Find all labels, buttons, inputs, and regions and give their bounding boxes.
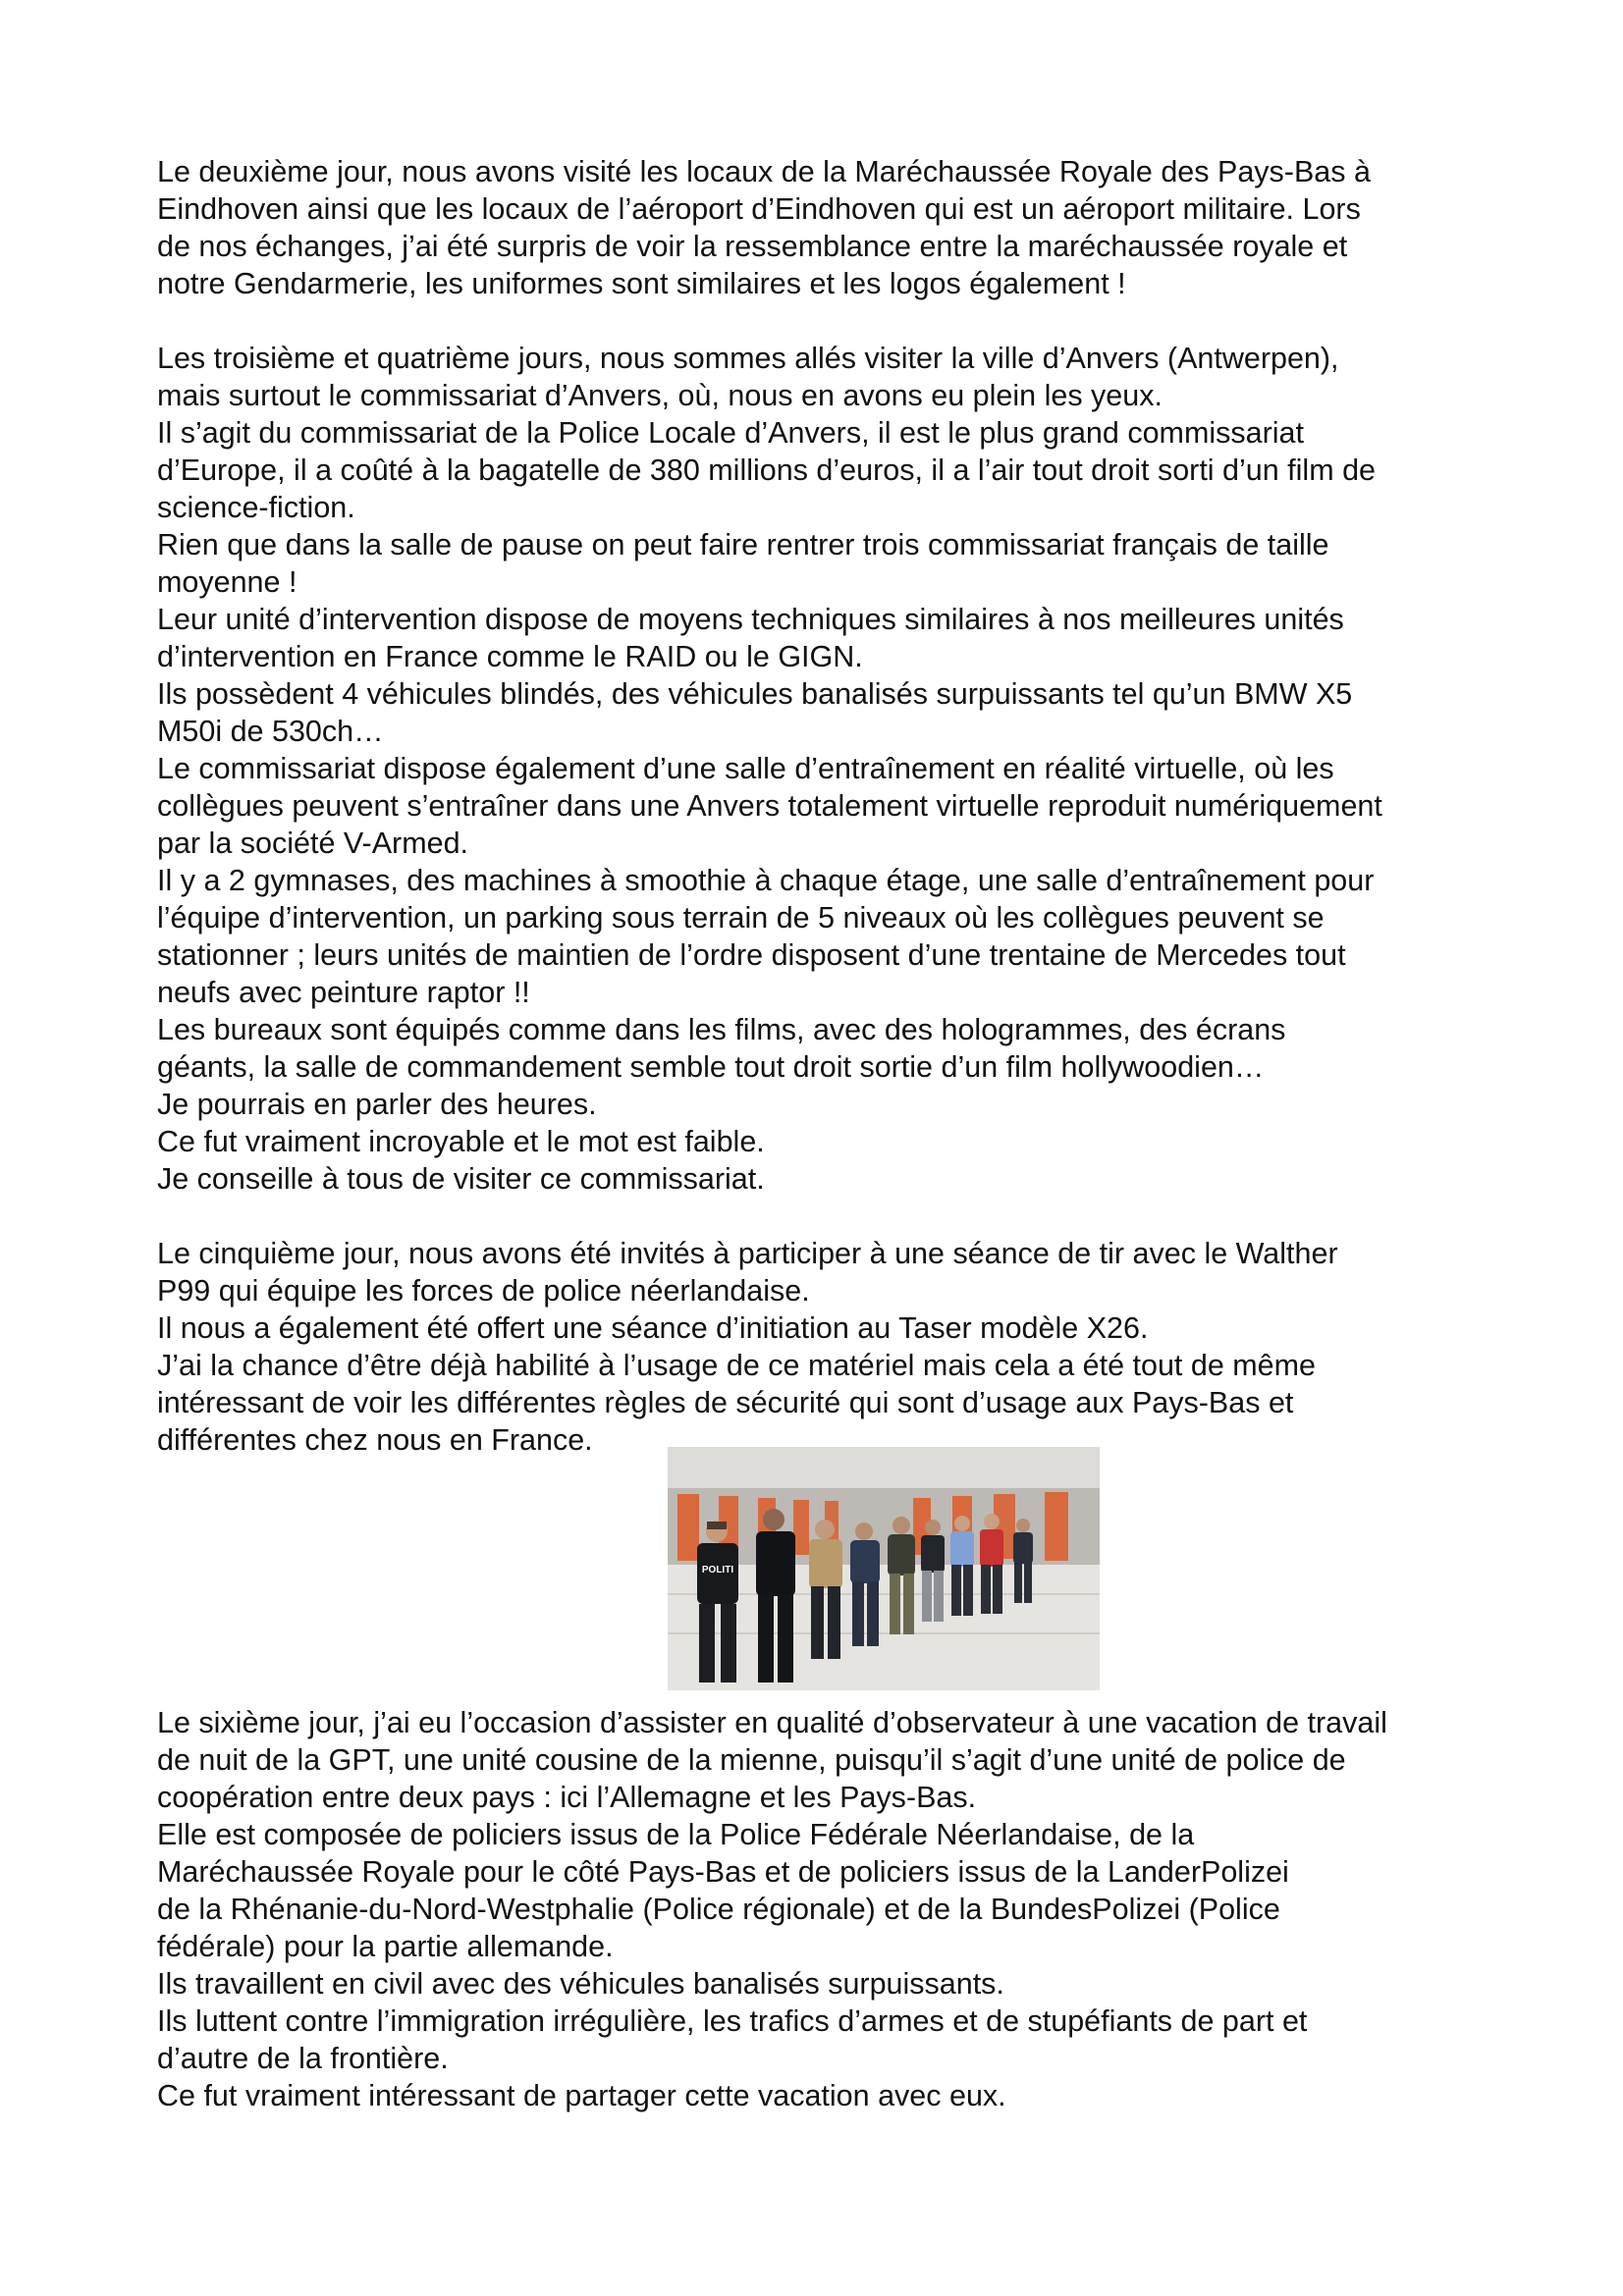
text-line: Je conseille à tous de visiter ce commissariat.: [157, 1162, 765, 1196]
text-line: Il s’agit du commissariat de la Police Locale d’Anvers, il est le plus grand commissariat: [157, 416, 1304, 450]
text-line: différentes chez nous en France.: [157, 1423, 593, 1457]
shooting-range-illustration: [668, 1447, 1100, 1690]
text-line: Le sixième jour, j’ai eu l’occasion d’assister en qualité d’observateur à une vacation de travail: [157, 1706, 1387, 1739]
text-line: Ils travaillent en civil avec des véhicules banalisés surpuissants.: [157, 1967, 1004, 2001]
text-line: collègues peuvent s’entraîner dans une Anvers totalement virtuelle reproduit numériquement: [157, 789, 1382, 823]
text-line: Il y a 2 gymnases, des machines à smoothie à chaque étage, une salle d’entraînement pour: [157, 864, 1375, 897]
text-line: neufs avec peinture raptor !!: [157, 976, 530, 1009]
text-line: de la Rhénanie-du-Nord-Westphalie (Police régionale) et de la BundesPolizei (Police: [157, 1893, 1280, 1926]
text-line: Ce fut vraiment incroyable et le mot est faible.: [157, 1125, 765, 1158]
text-line: Maréchaussée Royale pour le côté Pays-Bas et de policiers issus de la LanderPolizei: [157, 1855, 1289, 1889]
text-line: Le commissariat dispose également d’une salle d’entraînement en réalité virtuelle, où les: [157, 752, 1334, 785]
text-line: stationner ; leurs unités de maintien de l’ordre disposent d’une trentaine de Mercedes tout: [157, 938, 1346, 972]
text-line: d’autre de la frontière.: [157, 2042, 449, 2075]
text-line: Ils possèdent 4 véhicules blindés, des véhicules banalisés surpuissants tel qu’un BMW X5: [157, 677, 1353, 711]
text-line: d’intervention en France comme le RAID ou le GIGN.: [157, 640, 863, 673]
shooting-range-photo: [668, 1447, 1100, 1690]
text-line: moyenne !: [157, 565, 298, 599]
text-line: M50i de 530ch…: [157, 715, 384, 748]
ceiling: [668, 1447, 1100, 1488]
text-line: science-fiction.: [157, 491, 355, 524]
vest-text: POLITI: [701, 1565, 734, 1575]
text-line: Ils luttent contre l’immigration irrégulière, les trafics d’armes et de stupéfiants de part et: [157, 2004, 1308, 2038]
text-line: Ce fut vraiment intéressant de partager cette vacation avec eux.: [157, 2079, 1006, 2112]
text-line: Les troisième et quatrième jours, nous sommes allés visiter la ville d’Anvers (Antwerpen),: [157, 342, 1339, 375]
text-line: Le cinquième jour, nous avons été invités à participer à une séance de tir avec le Walther: [157, 1237, 1338, 1270]
text-line: d’Europe, il a coûté à la bagatelle de 380 millions d’euros, il a l’air tout droit sorti d’un film de: [157, 454, 1377, 487]
text-line: par la société V-Armed.: [157, 827, 469, 860]
text-line: Eindhoven ainsi que les locaux de l’aéroport d’Eindhoven qui est un aéroport militaire. Lors: [157, 192, 1361, 226]
text-line: Elle est composée de policiers issus de la Police Fédérale Néerlandaise, de la: [157, 1818, 1195, 1851]
text-line: géants, la salle de commandement semble tout droit sortie d’un film hollywoodien…: [157, 1050, 1265, 1084]
text-line: Leur unité d’intervention dispose de moyens techniques similaires à nos meilleures unités: [157, 603, 1344, 636]
text-line: Les bureaux sont équipés comme dans les films, avec des hologrammes, des écrans: [157, 1013, 1286, 1046]
text-line: fédérale) pour la partie allemande.: [157, 1930, 614, 1963]
text-line: Il nous a également été offert une séance d’initiation au Taser modèle X26.: [157, 1311, 1149, 1345]
text-line: Rien que dans la salle de pause on peut faire rentrer trois commissariat français de taille: [157, 528, 1329, 561]
text-line: de nos échanges, j’ai été surpris de voir la ressemblance entre la maréchaussée royale et: [157, 230, 1348, 263]
text-line: coopération entre deux pays : ici l’Allemagne et les Pays-Bas.: [157, 1781, 977, 1814]
text-line: Je pourrais en parler des heures.: [157, 1088, 597, 1121]
text-line: J’ai la chance d’être déjà habilité à l’usage de ce matériel mais cela a été tout de même: [157, 1349, 1316, 1382]
text-line: notre Gendarmerie, les uniformes sont similaires et les logos également !: [157, 267, 1126, 300]
text-line: mais surtout le commissariat d’Anvers, où, nous en avons eu plein les yeux.: [157, 379, 1163, 412]
text-line: Le deuxième jour, nous avons visité les locaux de la Maréchaussée Royale des Pays-Bas à: [157, 155, 1371, 188]
text-line: intéressant de voir les différentes règles de sécurité qui sont d’usage aux Pays-Bas et: [157, 1386, 1294, 1419]
text-line: P99 qui équipe les forces de police néerlandaise.: [157, 1274, 810, 1308]
text-line: de nuit de la GPT, une unité cousine de la mienne, puisqu’il s’agit d’une unité de police de: [157, 1743, 1346, 1777]
text-line: l’équipe d’intervention, un parking sous terrain de 5 niveaux où les collègues peuvent se: [157, 901, 1325, 934]
